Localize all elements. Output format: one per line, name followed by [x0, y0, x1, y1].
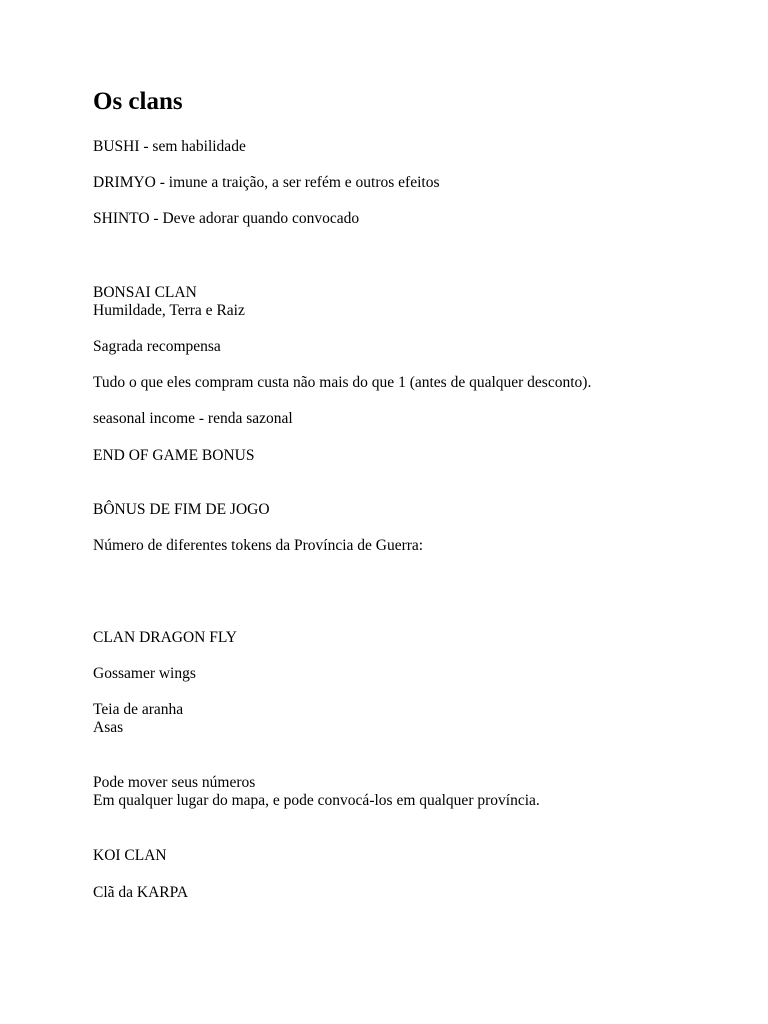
karpa-clan-line: Clã da KARPA [93, 884, 189, 901]
drimyo-line: DRIMYO - imune a traição, a ser refém e outros efeitos [93, 174, 440, 191]
sacred-reward-line: Sagrada recompensa [93, 338, 221, 355]
koi-clan-heading: KOI CLAN [93, 847, 167, 864]
spider-web-line: Teia de aranha [93, 701, 184, 718]
purchase-cost-line: Tudo o que eles compram custa não mais do que 1 (antes de qualquer desconto). [93, 374, 592, 391]
map-summon-line: Em qualquer lugar do mapa, e pode convocá-los em qualquer província. [93, 792, 540, 809]
bonsai-clan-heading: BONSAI CLAN [93, 284, 197, 301]
end-of-game-bonus-heading: END OF GAME BONUS [93, 447, 255, 464]
bonsai-clan-subtitle: Humildade, Terra e Raiz [93, 302, 245, 319]
end-of-game-bonus-pt-heading: BÔNUS DE FIM DE JOGO [93, 501, 270, 518]
bushi-line: BUSHI - sem habilidade [93, 138, 246, 155]
move-units-line: Pode mover seus números [93, 774, 256, 791]
dragon-fly-clan-heading: CLAN DRAGON FLY [93, 629, 237, 646]
gossamer-wings-line: Gossamer wings [93, 665, 196, 682]
wings-line: Asas [93, 719, 124, 736]
shinto-line: SHINTO - Deve adorar quando convocado [93, 210, 360, 227]
seasonal-income-line: seasonal income - renda sazonal [93, 410, 293, 427]
war-province-tokens-line: Número de diferentes tokens da Província de Guerra: [93, 537, 424, 554]
page-title: Os clans [93, 88, 183, 115]
